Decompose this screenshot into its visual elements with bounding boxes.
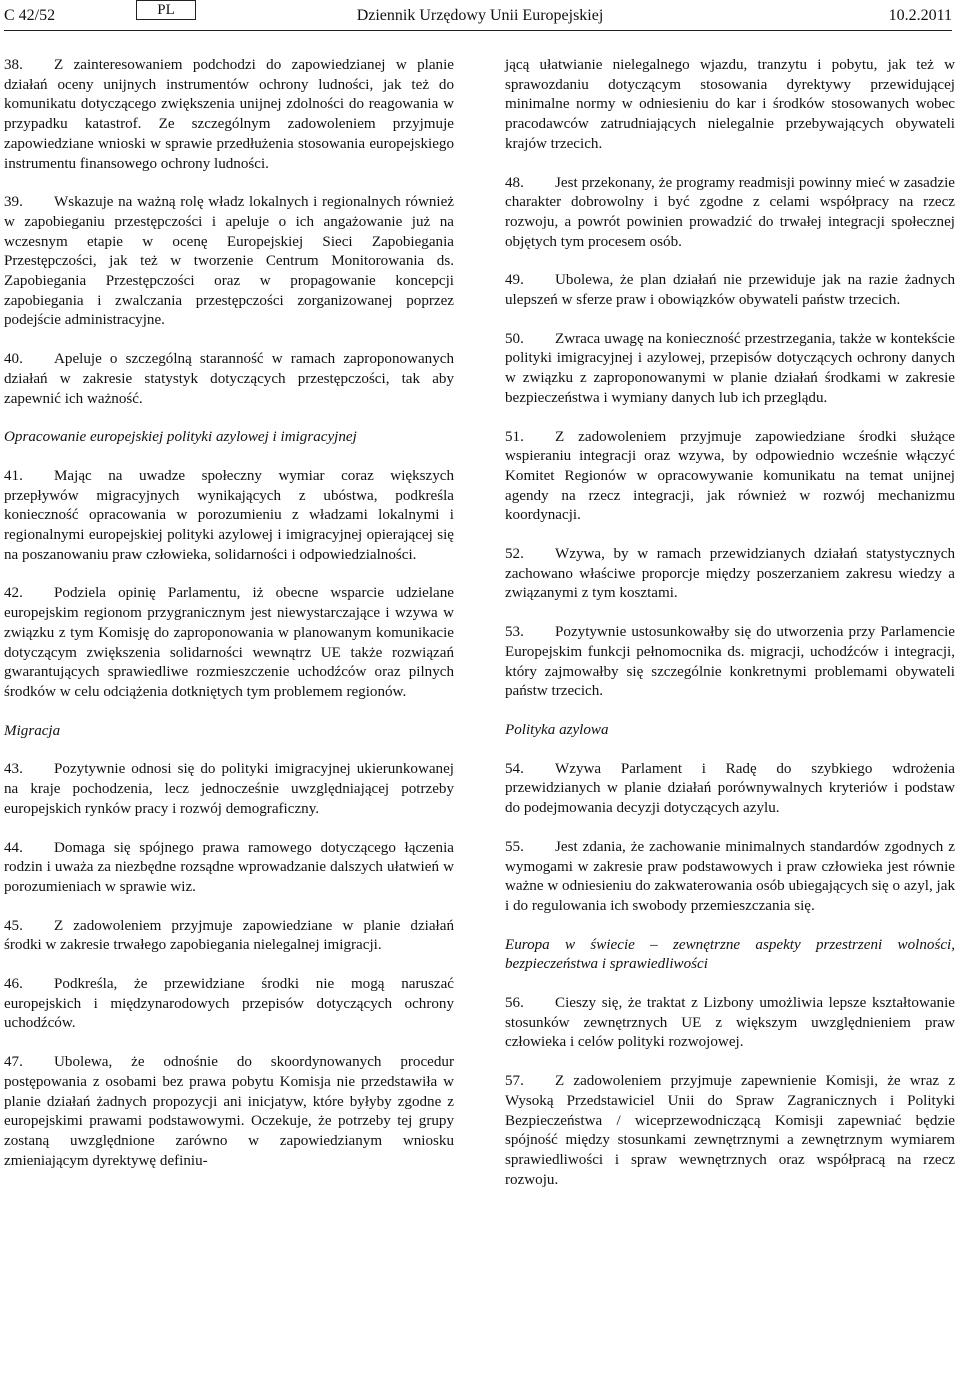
paragraph-number: 53.: [505, 624, 524, 641]
numbered-paragraph: [4, 1053, 454, 1171]
right-column: [505, 56, 955, 1209]
numbered-paragraph: [505, 760, 955, 819]
paragraph-number: 57.: [505, 1073, 524, 1090]
section-heading: Polityka azylowa: [505, 721, 609, 738]
paragraph-text: Ubolewa, że plan działań nie przewiduje jak na razie żadnych ulepszeń w sferze praw i obowiązków obywateli państw trzecich.: [505, 272, 955, 309]
paragraph-number: 51.: [505, 428, 524, 445]
paragraph-number: 43.: [4, 761, 23, 778]
paragraph-text: Podziela opinię Parlamentu, iż obecne wsparcie udzielane europejskim regionom przygranicznym jest niewystarczające i wzywa w związku z tym Komisję do zaproponowania w planowanym komunikacie dotyczącym zwiększenia solidarności wewnątrz UE także rozwiązań gwarantujących sprawiedliwe rozmieszczenie uchodźców oraz pilnych środków w celu odciążenia dotkniętych tym problemem regionów.: [4, 585, 454, 700]
paragraph-number: 41.: [4, 467, 23, 484]
numbered-paragraph: [4, 56, 454, 174]
paragraph-text: Cieszy się, że traktat z Lizbony umożliwia lepsze kształtowanie stosunków zewnętrznych UE z większym uwzględnieniem praw człowieka i celów polityki rozwojowej.: [505, 995, 955, 1051]
paragraph-text: Jest przekonany, że programy readmisji powinny mieć w zasadzie charakter dobrowolny i być zgodne z celami współpracy na rzecz rozwoju, a powrót powinien prowadzić do trwałej integracji społecznej objętych tym procesem osób.: [505, 174, 955, 250]
numbered-paragraph: [505, 174, 955, 253]
section-heading: Opracowanie europejskiej polityki azylowej i imigracyjnej: [4, 429, 357, 446]
numbered-paragraph: [505, 1072, 955, 1190]
header-rule: [4, 30, 952, 31]
paragraph-text: Wskazuje na ważną rolę władz lokalnych i regionalnych również w zapobieganiu przestępczości i apeluje o ich angażowanie już na wczesnym etapie w ocenę Europejskiej Sieci Zapobiegania Przestępczości, jak też w tworzenie Centrum Monitorowania ds. Zapobiegania Przestępczości oraz w propagowanie koncepcji zapobiegania i zwalczania przestępczości zorganizowanej poprzez podejście administracyjne.: [4, 194, 454, 329]
paragraph-number: 47.: [4, 1054, 23, 1071]
paragraph-text: Podkreśla, że przewidziane środki nie mogą naruszać europejskich i międzynarodowych przepisów dotyczących ochrony uchodźców.: [4, 976, 454, 1032]
paragraph-number: 39.: [4, 194, 23, 211]
paragraph-text: Ubolewa, że odnośnie do skoordynowanych procedur postępowania z osobami bez prawa pobytu Komisja nie przedstawiła w planie działań żadnych propozycji ani inicjatyw, które byłyby zgodne z europejskimi prawami podstawowymi. Oczekuje, że potrzeby tej grupy zostaną uwzględnione zarówno w zapowiedzianym wniosku zmieniającym dyrektywę definiu-: [4, 1054, 454, 1169]
paragraph-number: 40.: [4, 351, 23, 368]
paragraph-text: Pozytywnie ustosunkowałby się do utworzenia przy Parlamencie Europejskim funkcji pełnomocnika ds. migracji, uchodźców i integracji, który zajmowałby się szczególnie konkretnymi problemami obywateli państw trzecich.: [505, 624, 955, 700]
paragraph-number: 50.: [505, 330, 524, 347]
left-column: [4, 56, 454, 1190]
numbered-paragraph: [4, 350, 454, 409]
paragraph-continuation: [505, 56, 955, 155]
numbered-paragraph: [4, 467, 454, 566]
paragraph-number: 46.: [4, 976, 23, 993]
paragraph-number: 52.: [505, 546, 524, 563]
journal-title: Dziennik Urzędowy Unii Europejskiej: [356, 7, 604, 24]
paragraph-number: 55.: [505, 838, 524, 855]
numbered-paragraph: [505, 838, 955, 917]
numbered-paragraph: [505, 330, 955, 409]
paragraph-text: Domaga się spójnego prawa ramowego dotyczącego łączenia rodzin i uważa za niezbędne rozsądne wprowadzanie dalszych ułatwień w porozumieniach w sprawie wiz.: [4, 839, 454, 895]
section-heading: Europa w świecie – zewnętrzne aspekty przestrzeni wolności, bezpieczeństwa i sprawiedliwości: [505, 936, 955, 973]
section-heading: Migracja: [4, 722, 61, 739]
numbered-paragraph: [505, 994, 955, 1053]
numbered-paragraph: [4, 760, 454, 819]
paragraph-text: Z zadowoleniem przyjmuje zapewnienie Komisji, że wraz z Wysoką Przedstawiciel Unii do Spraw Zagranicznych i Polityki Bezpieczeństwa / wiceprzewodniczącą Komisji zapewniać będzie spójność między stosunkami zewnętrznymi a zewnętrznym wymiarem sprawiedliwości i spraw wewnętrznych oraz współpracą na rzecz rozwoju.: [505, 1073, 955, 1188]
language-badge: PL: [136, 0, 196, 20]
paragraph-text: Wzywa Parlament i Radę do szybkiego wdrożenia przewidzianych w planie działań porównywalnych kryteriów i podstaw do podejmowania decyzji dotyczących azylu.: [505, 760, 955, 817]
paragraph-number: 42.: [4, 585, 23, 602]
paragraph-text: Wzywa, by w ramach przewidzianych działań statystycznych zachowano właściwe proporcje między poszerzaniem zakresu wiedzy a związanymi z tym kosztami.: [505, 546, 955, 602]
numbered-paragraph: [505, 271, 955, 310]
paragraph-number: 44.: [4, 839, 23, 856]
numbered-paragraph: [4, 839, 454, 898]
numbered-paragraph: [505, 428, 955, 527]
numbered-paragraph: [505, 545, 955, 604]
numbered-paragraph: [505, 623, 955, 702]
paragraph-text: Z zadowoleniem przyjmuje zapowiedziane środki służące wspieraniu integracji oraz wzywa, by odpowiednio wcześnie włączyć Komitet Regionów w opracowywanie komunikatu na temat unijnej agendy na rzecz integracji, jak również w rozwój mechanizmu koordynacji.: [505, 428, 955, 524]
paragraph-text: Zwraca uwagę na konieczność przestrzegania, także w kontekście polityki imigracyjnej i azylowej, przepisów dotyczących ochrony danych w związku z zaproponowanymi w planie działań środkami w zakresie bezpieczeństwa i wymiany danych lub ich przeglądu.: [505, 330, 955, 406]
paragraph-number: 45.: [4, 917, 23, 934]
paragraph-number: 56.: [505, 995, 524, 1012]
paragraph-text: Jest zdania, że zachowanie minimalnych standardów zgodnych z wymogami w zakresie praw podstawowych i praw człowieka jest równie ważne w odniesieniu do zakwaterowania osób ubiegających się o azyl, jak i do regulowania ich swobody przemieszczania się.: [505, 838, 955, 914]
paragraph-number: 49.: [505, 272, 524, 289]
paragraph-number: 54.: [505, 760, 524, 777]
paragraph-text: Mając na uwadze społeczny wymiar coraz większych przepływów migracyjnych wynikających z ubóstwa, podkreśla konieczność opracowania w porozumieniu z władzami lokalnymi i regionalnymi europejskiej polityki azylowej i imigracyjnej opierającej się na poszanowaniu praw człowieka, solidarności i odpowiedzialności.: [4, 467, 454, 563]
paragraph-text: jącą ułatwianie nielegalnego wjazdu, tranzytu i pobytu, jak też w sprawozdaniu dotyczącym stosowania dyrektywy przewidującej minimalne normy w odniesieniu do kar i środków stosowanych wobec pracodawców zatrudniających nielegalnie przebywających obywateli krajów trzecich.: [505, 57, 955, 152]
paragraph-number: 48.: [505, 174, 524, 191]
numbered-paragraph: [4, 584, 454, 702]
paragraph-text: Pozytywnie odnosi się do polityki imigracyjnej ukierunkowanej na kraje pochodzenia, lecz jednocześnie uwzględniającej potrzeby europejskich rynków pracy i rozwój demograficzny.: [4, 761, 454, 817]
numbered-paragraph: [4, 917, 454, 956]
paragraph-text: Z zadowoleniem przyjmuje zapowiedziane w planie działań środki w zakresie trwałego zapobiegania nielegalnej imigracji.: [4, 917, 454, 954]
numbered-paragraph: [4, 193, 454, 331]
paragraph-number: 38.: [4, 57, 23, 73]
page-header: [0, 0, 960, 34]
paragraph-text: Apeluje o szczególną staranność w ramach zaproponowanych działań w zakresie statystyk dotyczących przestępczości, tak aby zapewnić ich ważność.: [4, 351, 454, 407]
page-number: C 42/52: [4, 7, 56, 24]
numbered-paragraph: [4, 975, 454, 1034]
publication-date: 10.2.2011: [888, 7, 952, 24]
paragraph-text: Z zainteresowaniem podchodzi do zapowiedzianej w planie działań oceny unijnych instrumentów ochrony ludności, jak też do komunikatu dotyczącego zwiększenia unijnej zdolności do reagowania w przypadku katastrof. Ze szczególnym zadowoleniem przyjmuje zapowiedziane wnioski w sprawie przedłużenia stosowania europejskiego instrumentu finansowego ochrony ludności.: [4, 57, 454, 172]
